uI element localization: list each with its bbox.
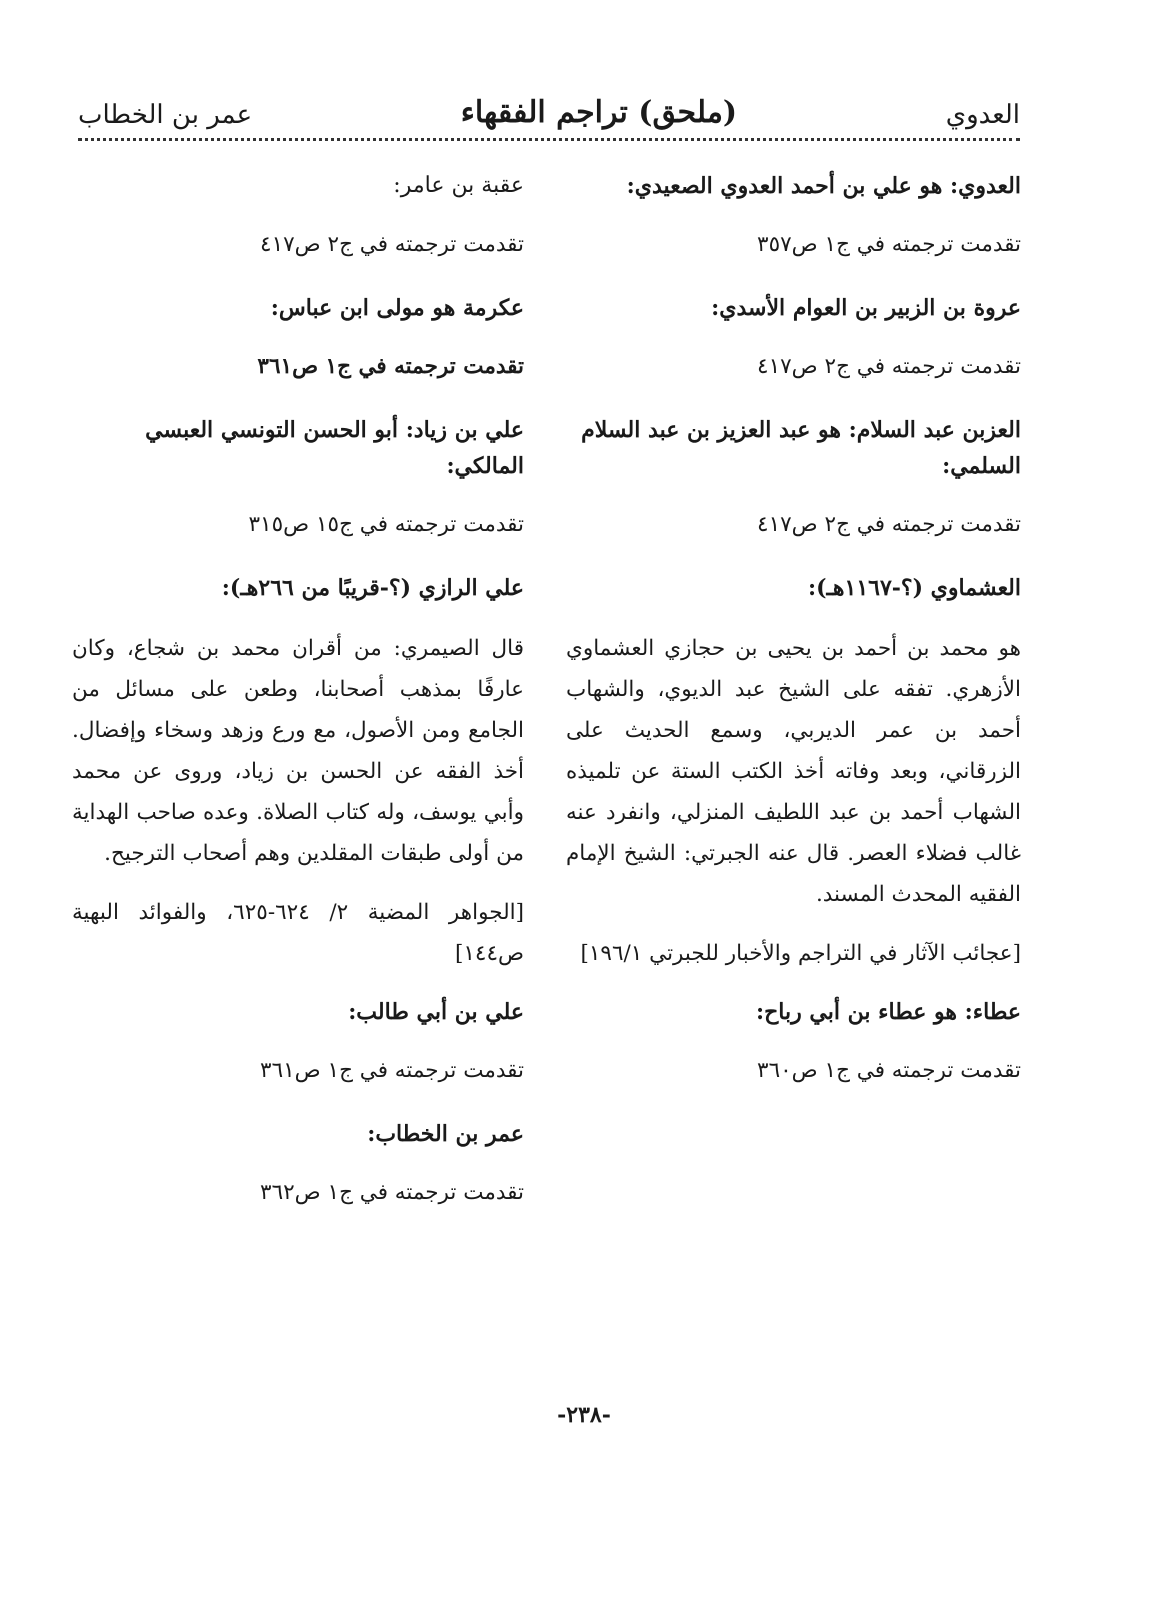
biography-entry bbox=[566, 570, 1021, 974]
page-number: -٢٣٨- bbox=[557, 1402, 611, 1428]
biography-entry bbox=[72, 168, 524, 264]
left-column bbox=[72, 168, 524, 1238]
right-column bbox=[566, 168, 1021, 1116]
entry-reference: تقدمت ترجمته في ج١ ص٣٦١ bbox=[260, 1058, 524, 1083]
header-book-section: (ملحق) تراجم الفقهاء bbox=[460, 95, 738, 130]
biography-entry bbox=[72, 1116, 524, 1212]
entry-reference: تقدمت ترجمته في ج١ ص٣٦١ bbox=[257, 354, 524, 379]
biography-entry bbox=[72, 412, 524, 544]
entry-title: عمر بن الخطاب: bbox=[367, 1121, 524, 1147]
entry-title: علي الرازي (؟-قريبًا من ٢٦٦هـ): bbox=[221, 575, 524, 601]
entry-title: عقبة بن عامر: bbox=[393, 173, 524, 198]
biography-entry bbox=[566, 168, 1021, 264]
biography-entry bbox=[72, 290, 524, 386]
entry-title: العزبن عبد السلام: هو عبد العزيز بن عبد السلام السلمي: bbox=[581, 417, 1021, 479]
entry-reference: تقدمت ترجمته في ج١ ص٣٦٠ bbox=[757, 1058, 1021, 1083]
running-header bbox=[78, 80, 1020, 141]
header-section-name: العدوي bbox=[945, 100, 1020, 130]
entry-body: هو محمد بن أحمد بن يحيى بن حجازي العشماوي الأزهري. تفقه على الشيخ عبد الديوي، والشهاب أحمد بن عمر الديربي، وسمع الحديث على الزرقاني، وبعد وفاته أخذ الكتب الستة عن تلميذه الشهاب أحمد بن عبد اللطيف المنزلي، وانفرد عنه غالب فضلاء العصر. قال عنه الجبرتي: الشيخ الإمام الفقيه المحدث المسند. bbox=[566, 636, 1021, 907]
biography-entry bbox=[566, 290, 1021, 386]
entry-source: [عجائب الآثار في التراجم والأخبار للجبرتي ١٩٦/١] bbox=[580, 941, 1021, 966]
entry-title: عطاء: هو عطاء بن أبي رباح: bbox=[755, 999, 1021, 1025]
entry-title: علي بن زياد: أبو الحسن التونسي العبسي المالكي: bbox=[145, 417, 524, 479]
entry-body: قال الصيمري: من أقران محمد بن شجاع، وكان عارفًا بمذهب أصحابنا، وطعن على مسائل من الجامع ومن الأصول، مع ورع وزهد وسخاء وإفضال. أخذ الفقه عن الحسن بن زياد، وروى عن محمد وأبي يوسف، وله كتاب الصلاة. وعده صاحب الهداية من أولى طبقات المقلدين وهم أصحاب الترجيح. bbox=[72, 636, 524, 866]
entry-reference: تقدمت ترجمته في ج١ ص٣٦٢ bbox=[260, 1180, 524, 1205]
entry-source: [الجواهر المضية ٢/ ٦٢٤-٦٢٥، والفوائد البهية ص١٤٤] bbox=[72, 900, 524, 966]
entry-reference: تقدمت ترجمته في ج١ ص٣٥٧ bbox=[757, 232, 1021, 257]
header-last-entry: عمر بن الخطاب bbox=[78, 100, 253, 130]
entry-title: عروة بن الزبير بن العوام الأسدي: bbox=[711, 295, 1021, 321]
entry-title: علي بن أبي طالب: bbox=[348, 999, 524, 1025]
entry-reference: تقدمت ترجمته في ج٢ ص٤١٧ bbox=[260, 232, 524, 257]
entry-reference: تقدمت ترجمته في ج٢ ص٤١٧ bbox=[757, 354, 1021, 379]
entry-title: العدوي: هو علي بن أحمد العدوي الصعيدي: bbox=[626, 173, 1021, 199]
entry-reference: تقدمت ترجمته في ج٢ ص٤١٧ bbox=[757, 512, 1021, 537]
biography-entry bbox=[72, 570, 524, 974]
entry-title: العشماوي (؟-١١٦٧هـ): bbox=[807, 575, 1021, 601]
biography-entry bbox=[72, 994, 524, 1090]
biography-entry bbox=[566, 994, 1021, 1090]
entry-reference: تقدمت ترجمته في ج١٥ ص٣١٥ bbox=[248, 512, 524, 537]
entry-title: عكرمة هو مولى ابن عباس: bbox=[270, 295, 524, 321]
biography-entry bbox=[566, 412, 1021, 544]
